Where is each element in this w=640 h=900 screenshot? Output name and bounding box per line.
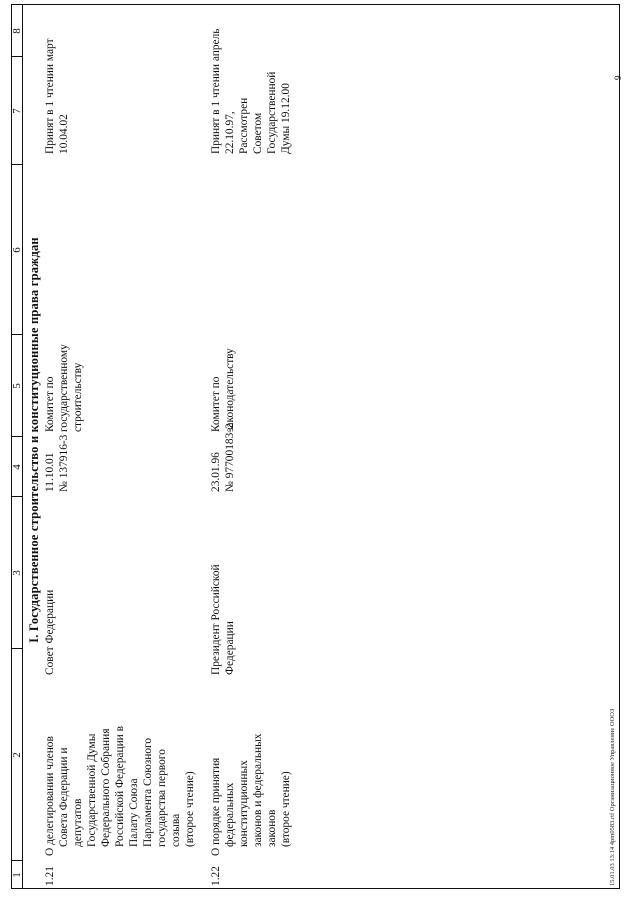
row-title-line: (второе чтение): [184, 771, 196, 847]
table-right-border: [11, 4, 620, 5]
table-left-border: [11, 888, 620, 889]
row-title: [209, 734, 293, 856]
row-status: [43, 38, 71, 154]
row-title-line: Государственной Думы: [86, 733, 98, 847]
row-title-line: О порядке принятия: [210, 757, 222, 856]
row-title-line: государства первого: [156, 749, 168, 847]
row-title-line: конституционных: [238, 760, 250, 847]
row-committee: [209, 348, 237, 432]
row-committee-line: государственному: [58, 344, 70, 432]
row-title-line: Парламента Союзного: [142, 737, 154, 847]
row-title-line: депутатов: [72, 798, 84, 847]
row-date-line: 23.01.96: [210, 452, 222, 492]
row-title-line: законов и федеральных: [252, 733, 264, 847]
page-footer: 15.01.03 13:14 4pm0583.rtf Организационное Управление ОООЗ: [609, 708, 616, 886]
row-title-line: Совета Федерации и: [58, 747, 70, 847]
row-status: [209, 29, 293, 154]
row-committee-line: строительству: [72, 362, 84, 432]
column-header-6: 6: [11, 247, 23, 253]
row-title-line: Федерального Собрания: [100, 728, 112, 847]
section-title: I. Государственное строительство и конституционные права граждан: [27, 237, 41, 643]
column-header-2: 2: [11, 752, 23, 758]
row-title: [43, 726, 197, 856]
row-initiator-line: Президент Российской: [210, 564, 222, 675]
row-status-line: 10.04.02: [58, 114, 70, 154]
row-committee-line: Комитет по: [210, 376, 222, 432]
table-bottom-border: [619, 4, 620, 889]
row-initiator-line: Федерации: [224, 621, 236, 675]
row-date-line: 11.10.01: [44, 452, 56, 492]
row-title-line: федеральных: [224, 782, 236, 847]
row-date: [209, 423, 237, 492]
column-header-8: 8: [11, 28, 23, 34]
column-header-7: 7: [11, 108, 23, 114]
row-initiator: [209, 564, 237, 675]
row-title-line: созыва: [170, 813, 182, 847]
row-title-line: Российской Федерации в: [114, 725, 126, 847]
row-title-line: (второе чтение): [280, 771, 292, 847]
row-date-line: № 137916-3: [58, 434, 70, 492]
row-title-line: О делегировании членов: [44, 736, 56, 856]
row-status-line: Принят в 1 чтении апрель: [210, 28, 222, 154]
row-number: 1.21: [44, 866, 56, 886]
row-title-line: Палату Союза: [128, 778, 140, 847]
column-header-4: 4: [11, 464, 23, 470]
row-status-line: Принят в 1 чтении март: [44, 38, 56, 154]
row-number: 1.22: [210, 866, 222, 886]
row-status-line: Думы 19.12.00: [280, 83, 292, 154]
row-initiator-line: Совет Федерации: [44, 589, 56, 675]
row-title-line: законов: [266, 809, 278, 847]
column-header-1: 1: [11, 872, 23, 878]
page-number: 9: [613, 75, 623, 80]
row-committee: [43, 344, 85, 432]
row-initiator: [43, 590, 57, 675]
row-status-line: 22.10.97,: [224, 111, 236, 154]
row-committee-line: законодательству: [224, 348, 236, 432]
row-date-line: № 97700183-2: [224, 423, 236, 492]
column-header-5: 5: [11, 383, 23, 389]
row-status-line: Государственной: [266, 71, 278, 154]
row-status-line: Советом: [252, 112, 264, 154]
column-header-3: 3: [11, 570, 23, 576]
row-committee-line: Комитет по: [44, 376, 56, 432]
row-date: [43, 435, 71, 492]
row-status-line: Рассмотрен: [238, 97, 250, 154]
